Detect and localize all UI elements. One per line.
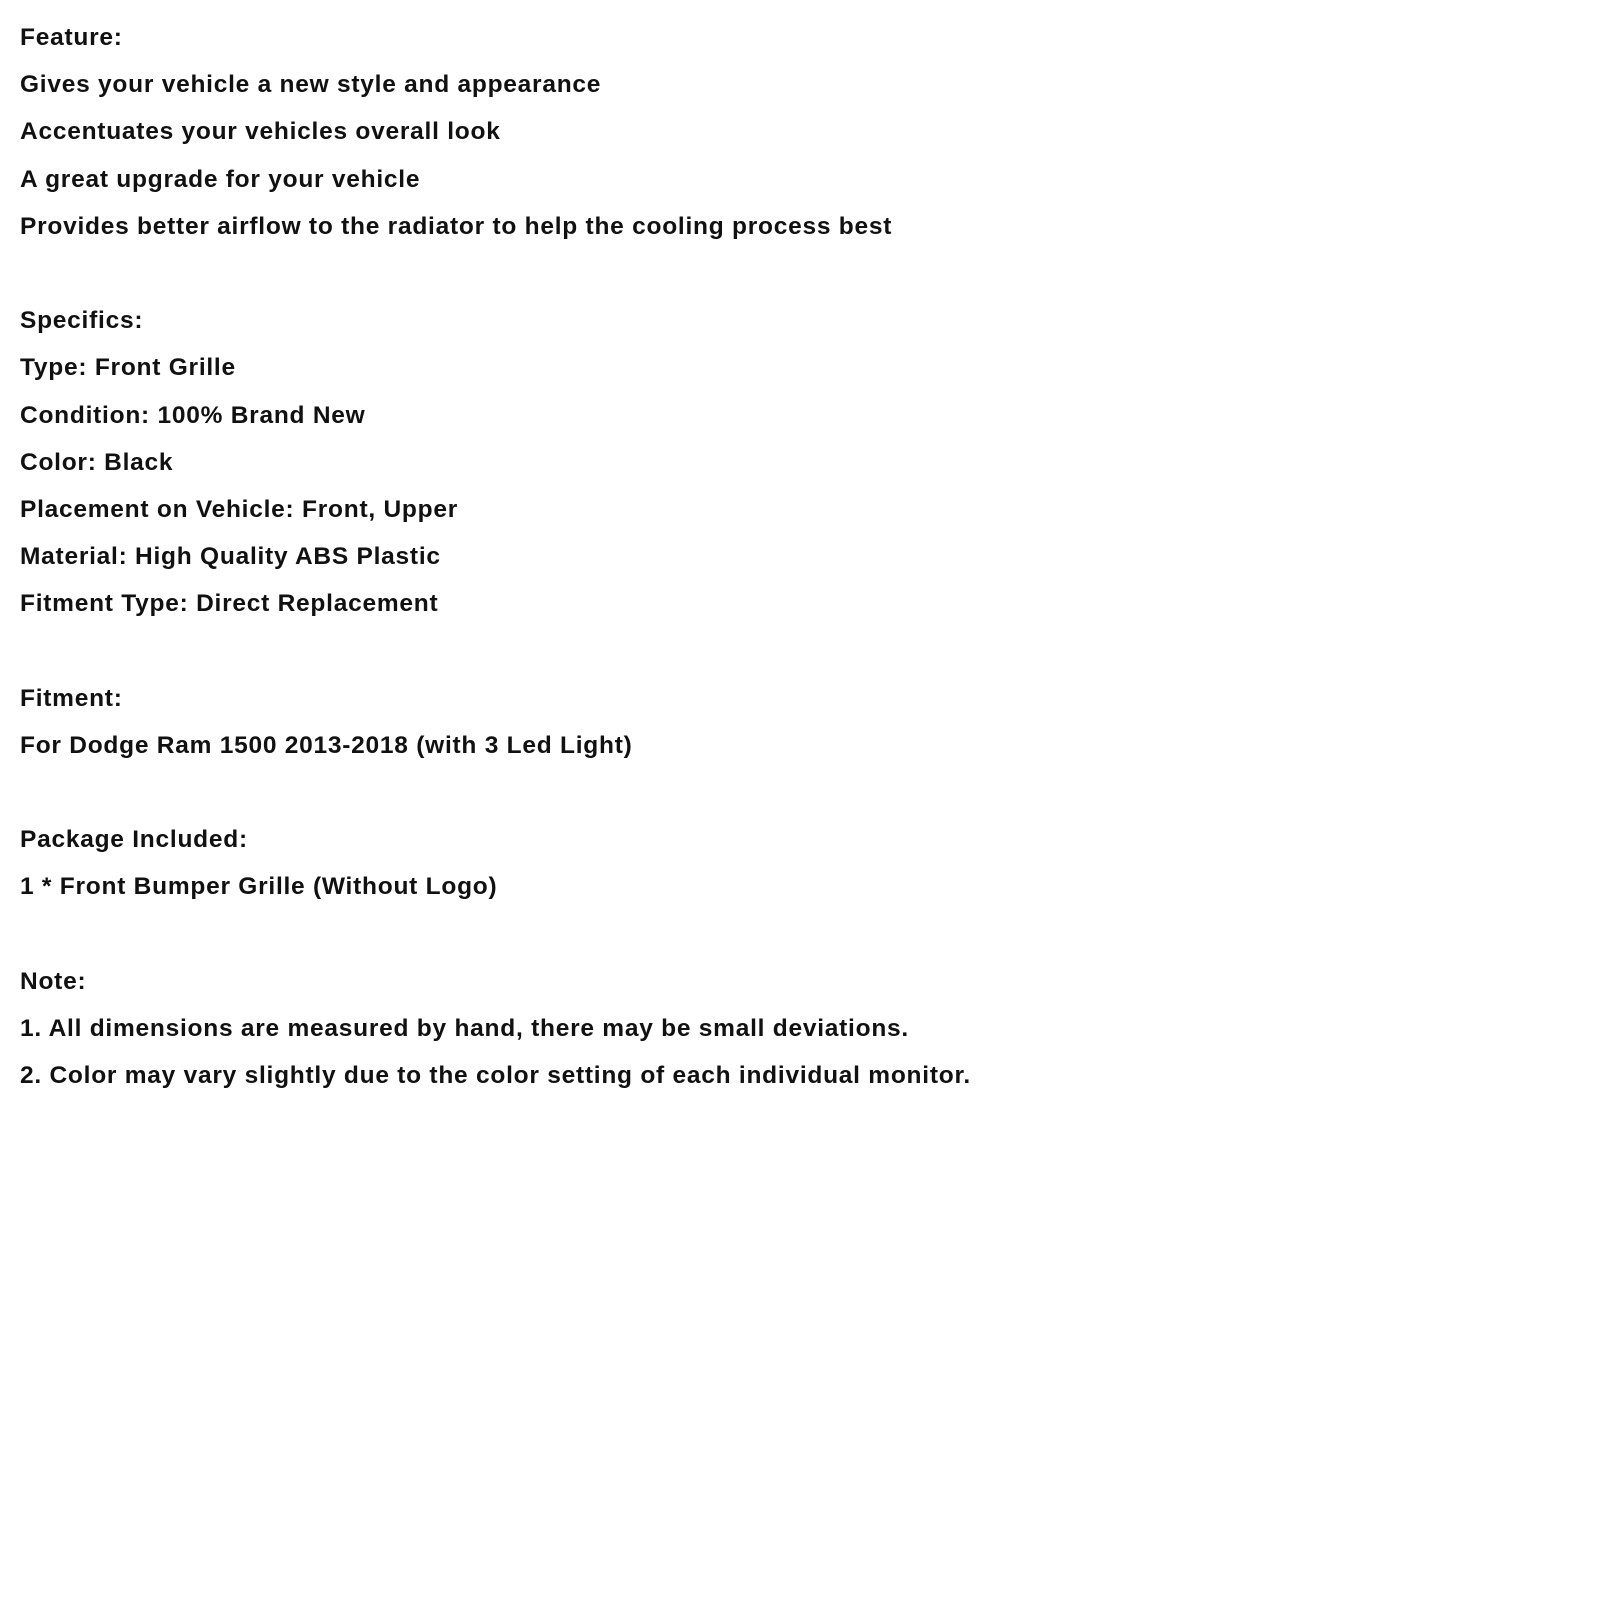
fitment-heading: Fitment: [20, 684, 123, 712]
note-item: 1. All dimensions are measured by hand, there may be small deviations. [20, 1014, 909, 1042]
feature-item: Gives your vehicle a new style and appearance [20, 71, 602, 99]
specifics-item: Type: Front Grille [20, 354, 236, 382]
feature-section [20, 22, 1580, 258]
specifics-item: Color: Black [20, 448, 174, 476]
note-section [20, 966, 1580, 1108]
package-heading: Package Included: [20, 826, 248, 854]
feature-heading: Feature: [20, 24, 123, 51]
package-item: 1 * Front Bumper Grille (Without Logo) [20, 873, 498, 901]
fitment-item: For Dodge Ram 1500 2013-2018 (with 3 Led Light) [20, 731, 633, 759]
specifics-item: Material: High Quality ABS Plastic [20, 543, 441, 571]
section-spacer [20, 919, 1580, 966]
product-description [20, 22, 1580, 1107]
feature-item: Accentuates your vehicles overall look [20, 118, 501, 146]
package-section [20, 824, 1580, 918]
specifics-heading: Specifics: [20, 307, 144, 335]
specifics-section [20, 305, 1580, 635]
specifics-item: Condition: 100% Brand New [20, 401, 366, 429]
note-heading: Note: [20, 967, 87, 995]
specifics-item: Fitment Type: Direct Replacement [20, 590, 439, 618]
section-spacer [20, 635, 1580, 682]
section-spacer [20, 777, 1580, 824]
fitment-section [20, 683, 1580, 777]
feature-item: A great upgrade for your vehicle [20, 165, 421, 193]
specifics-item: Placement on Vehicle: Front, Upper [20, 495, 459, 523]
feature-item: Provides better airflow to the radiator to help the cooling process best [20, 212, 893, 240]
section-spacer [20, 258, 1580, 305]
note-item: 2. Color may vary slightly due to the color setting of each individual monitor. [20, 1062, 971, 1090]
